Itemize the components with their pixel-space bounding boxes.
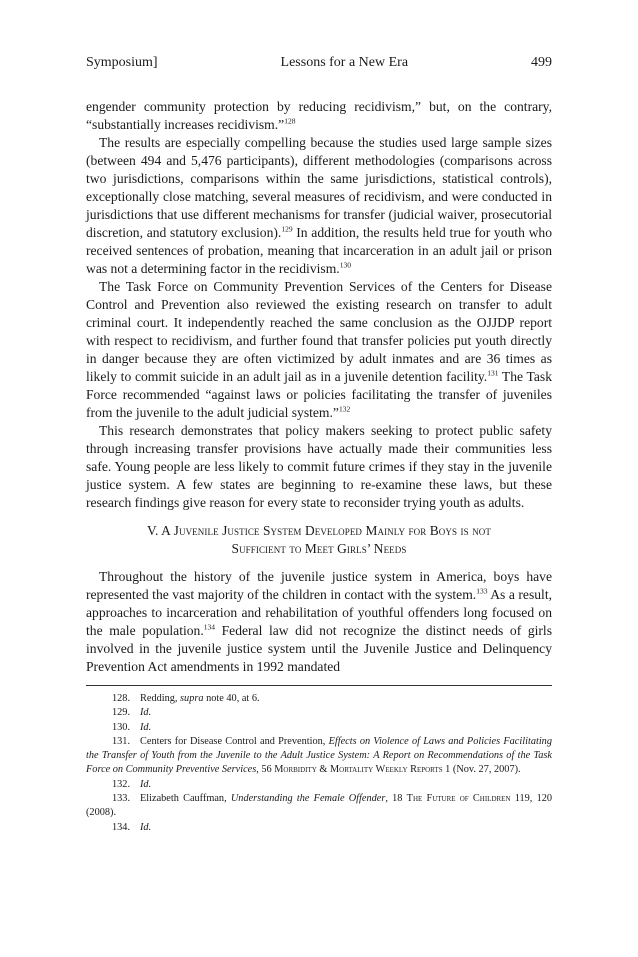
footnote-divider: [86, 685, 552, 686]
page-number: 499: [531, 55, 552, 70]
footnote-134: 134. Id.: [112, 821, 152, 833]
section-heading-line-1: V. A Juvenile Justice System Developed Mainly for Boys is not: [146, 523, 492, 538]
footnote-ref-134[interactable]: 134: [203, 622, 216, 632]
footnote-131: 131. Centers for Disease Control and Prevention, Effects on Violence of Laws and Policies Facilitating the Transfer of Youth from the Juvenile to the Adult Justice System: A Report on Recommendations of the Task Force on Community Preventive Services, 56 Morbidity & Mortality Weekly Reports 1 (Nov. 27, 2007).: [86, 735, 552, 776]
footnote-ref-131[interactable]: 131: [487, 368, 499, 378]
header-left: Symposium]: [86, 55, 158, 70]
paragraph-4: This research demonstrates that policy makers seeking to protect public safety through increasing transfer provisions have actually made their communities less safe. Young people are less likely to commit future crimes if they stay in the juvenile justice system. A few states are beginning to re-examine these laws, but these research findings give reason for every state to reconsider trying youth as adults.: [86, 423, 552, 510]
footnote-133: 133. Elizabeth Cauffman, Understanding the Female Offender, 18 The Future of Children 119, 120 (2008).: [86, 793, 553, 819]
footnote-ref-130[interactable]: 130: [339, 260, 351, 270]
paragraph-5: Throughout the history of the juvenile justice system in America, boys have represented the vast majority of the children in contact with the system.$^{133}$ As a result, approaches to incarceration and rehabilitation of youthful offenders long focused on the male population.$^{134}$ Federal law did not recognize the distinct needs of girls involved in the juvenile justice system until the Juvenile Justice and Delinquency Prevention Act amendments in 1992 mandated: [86, 569, 552, 674]
paragraph-2: The results are especially compelling because the studies used large sample sizes (between 494 and 5,476 participants), different methodologies (comparisons across two jurisdictions, comparisons within the same jurisdictions, statistical controls), exceptionally close matching, several measures of recidivism, and were conducted in jurisdictions that use different mechanisms for transfer (judicial waiver, prosecutorial discretion, and statutory exclusion).$^{129}$ In addition, the results held true for youth who received sentences of probation, meaning that incarceration in an adult jail or prison was not a determining factor in the recidivism.$^{130}$: [86, 135, 552, 276]
paragraph-3: The Task Force on Community Prevention Services of the Centers for Disease Control and Prevention also reviewed the existing research on transfer to adult criminal court. It independently reached the same conclusion as the OJJDP report with respect to recidivism, and further found that transfer policies put youth directly in danger because they are often victimized by adult inmates and are 36 times as likely to commit suicide in an adult jail as in a juvenile detention facility.$^{131}$ The Task Force recommended “against laws or policies facilitating the transfer of juveniles from the juvenile to the adult judicial system.”$^{132}$: [86, 279, 552, 420]
footnote-130: 130. Id.: [112, 721, 152, 733]
body-text: [86, 98, 552, 676]
footnote-ref-133[interactable]: 133: [476, 586, 488, 596]
running-header: [86, 54, 552, 72]
section-heading: [100, 522, 538, 558]
footnote-132: 132. Id.: [112, 778, 152, 790]
section-heading-line-2: Sufficient to Meet Girls’ Needs: [231, 541, 407, 556]
header-title: Lessons for a New Era: [280, 55, 409, 70]
paragraph-1: engender community protection by reducing recidivism,” but, on the contrary, “substantially increases recidivism.”$^{128}$: [86, 99, 552, 132]
footnote-ref-129[interactable]: 129: [281, 224, 293, 234]
footnote-128: 128. Redding, supra note 40, at 6.: [112, 693, 260, 704]
footnotes: [86, 692, 552, 835]
footnote-129: 129. Id.: [112, 707, 152, 719]
footnote-ref-128[interactable]: 128: [284, 116, 296, 126]
footnote-ref-132[interactable]: 132: [338, 404, 351, 414]
page: [86, 54, 552, 835]
